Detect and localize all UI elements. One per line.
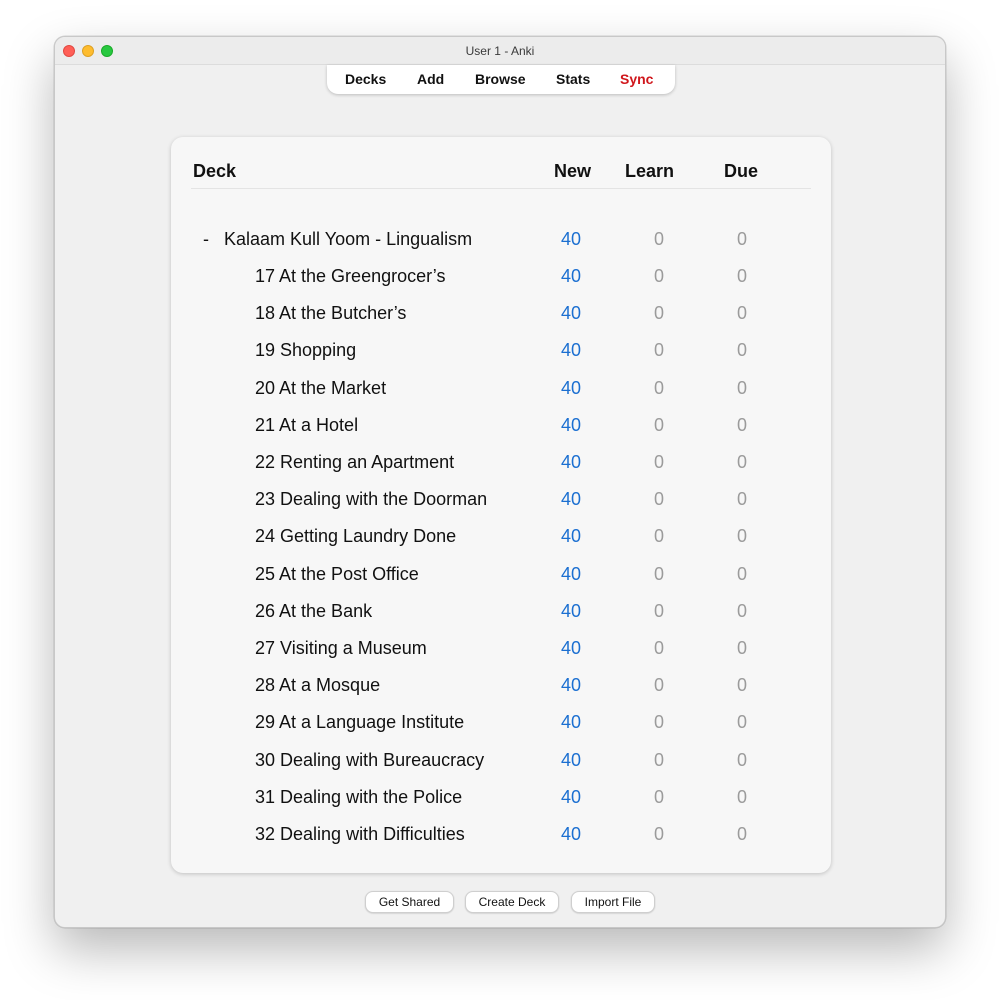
- learn-count: 0: [653, 489, 664, 510]
- deck-name-link[interactable]: 29 At a Language Institute: [255, 712, 465, 733]
- due-count: 0: [736, 452, 747, 472]
- learn-count: 0: [653, 414, 664, 435]
- due-column-header: Due: [724, 161, 759, 181]
- deck-name-link[interactable]: 23 Dealing with the Doorman: [255, 489, 488, 510]
- deck-name-link[interactable]: 25 At the Post Office: [255, 563, 419, 584]
- main-toolbar: [327, 65, 675, 94]
- new-count: 40: [560, 452, 582, 472]
- due-count: 0: [736, 675, 747, 696]
- toolbar-sync-link[interactable]: Sync: [620, 71, 654, 87]
- learn-column-header: Learn: [625, 161, 675, 181]
- due-count: 0: [736, 600, 747, 621]
- toolbar-stats-link[interactable]: Stats: [556, 71, 591, 87]
- new-count: 40: [560, 414, 582, 435]
- learn-count: 0: [653, 229, 664, 249]
- get-shared-button[interactable]: Get Shared: [365, 891, 454, 913]
- deck-name-link[interactable]: 17 At the Greengrocer’s: [255, 266, 446, 286]
- due-count: 0: [736, 824, 747, 844]
- import-file-button[interactable]: Import File: [571, 891, 655, 913]
- new-count: 40: [560, 303, 582, 324]
- due-count: 0: [736, 712, 747, 733]
- due-count: 0: [736, 563, 747, 584]
- learn-count: 0: [653, 824, 664, 844]
- deck-column-header: Deck: [193, 161, 237, 181]
- deck-row: [171, 787, 831, 817]
- due-count: 0: [736, 786, 747, 807]
- deck-name-link[interactable]: 22 Renting an Apartment: [255, 452, 455, 472]
- due-count: 0: [736, 340, 747, 361]
- deck-row: [171, 452, 831, 482]
- learn-count: 0: [653, 600, 664, 621]
- deck-name-link[interactable]: 18 At the Butcher’s: [255, 303, 407, 324]
- learn-count: 0: [653, 786, 664, 807]
- deck-name-link[interactable]: 30 Dealing with Bureaucracy: [255, 749, 485, 770]
- new-column-header: New: [554, 161, 592, 181]
- learn-count: 0: [653, 266, 664, 286]
- collapse-toggle[interactable]: -: [203, 229, 209, 249]
- deck-row: [171, 340, 831, 370]
- deck-row: [171, 415, 831, 445]
- deck-name-link[interactable]: 27 Visiting a Museum: [255, 638, 427, 658]
- learn-count: 0: [653, 526, 664, 547]
- deck-row-parent: [171, 229, 831, 259]
- deck-list-card: [171, 137, 831, 873]
- deck-row: [171, 675, 831, 705]
- learn-count: 0: [653, 675, 664, 696]
- create-deck-button[interactable]: Create Deck: [465, 891, 559, 913]
- deck-name-link[interactable]: 31 Dealing with the Police: [255, 786, 463, 807]
- learn-count: 0: [653, 377, 664, 398]
- toolbar-browse-link[interactable]: Browse: [475, 71, 526, 87]
- due-count: 0: [736, 377, 747, 398]
- deck-row: [171, 564, 831, 594]
- learn-count: 0: [653, 563, 664, 584]
- anki-window: [54, 36, 946, 928]
- toolbar-add-link[interactable]: Add: [417, 71, 445, 87]
- deck-name-link[interactable]: 32 Dealing with Difficulties: [255, 824, 465, 844]
- deck-row: [171, 601, 831, 631]
- deck-name-link[interactable]: 28 At a Mosque: [255, 675, 381, 696]
- new-count: 40: [560, 340, 582, 361]
- deck-name-link[interactable]: 19 Shopping: [255, 340, 357, 361]
- new-count: 40: [560, 675, 582, 696]
- deck-row: [171, 378, 831, 408]
- deck-name-link[interactable]: 20 At the Market: [255, 377, 387, 398]
- deck-row: [171, 638, 831, 668]
- new-count: 40: [560, 749, 582, 770]
- due-count: 0: [736, 303, 747, 324]
- deck-row: [171, 824, 831, 854]
- deck-row: [171, 489, 831, 519]
- due-count: 0: [736, 638, 747, 658]
- deck-row: [171, 303, 831, 333]
- new-count: 40: [560, 824, 582, 844]
- deck-name-link[interactable]: Kalaam Kull Yoom - Lingualism: [224, 229, 473, 249]
- new-count: 40: [560, 786, 582, 807]
- due-count: 0: [736, 749, 747, 770]
- header-divider: [191, 188, 811, 189]
- due-count: 0: [736, 526, 747, 547]
- due-count: 0: [736, 266, 747, 286]
- deck-row: [171, 712, 831, 742]
- due-count: 0: [736, 414, 747, 435]
- learn-count: 0: [653, 303, 664, 324]
- deck-row: [171, 266, 831, 296]
- deck-row: [171, 750, 831, 780]
- new-count: 40: [560, 266, 582, 286]
- deck-name-link[interactable]: 21 At a Hotel: [255, 414, 359, 435]
- learn-count: 0: [653, 712, 664, 733]
- new-count: 40: [560, 638, 582, 658]
- learn-count: 0: [653, 638, 664, 658]
- new-count: 40: [560, 600, 582, 621]
- learn-count: 0: [653, 340, 664, 361]
- deck-row: [171, 526, 831, 556]
- new-count: 40: [560, 712, 582, 733]
- learn-count: 0: [653, 452, 664, 472]
- new-count: 40: [560, 377, 582, 398]
- window-title: User 1 - Anki: [465, 44, 535, 58]
- deck-name-link[interactable]: 26 At the Bank: [255, 600, 373, 621]
- title-bar[interactable]: [55, 37, 945, 65]
- toolbar-decks-link[interactable]: Decks: [345, 71, 387, 87]
- new-count: 40: [560, 229, 582, 249]
- due-count: 0: [736, 229, 747, 249]
- deck-name-link[interactable]: 24 Getting Laundry Done: [255, 526, 457, 547]
- new-count: 40: [560, 489, 582, 510]
- new-count: 40: [560, 526, 582, 547]
- due-count: 0: [736, 489, 747, 510]
- new-count: 40: [560, 563, 582, 584]
- learn-count: 0: [653, 749, 664, 770]
